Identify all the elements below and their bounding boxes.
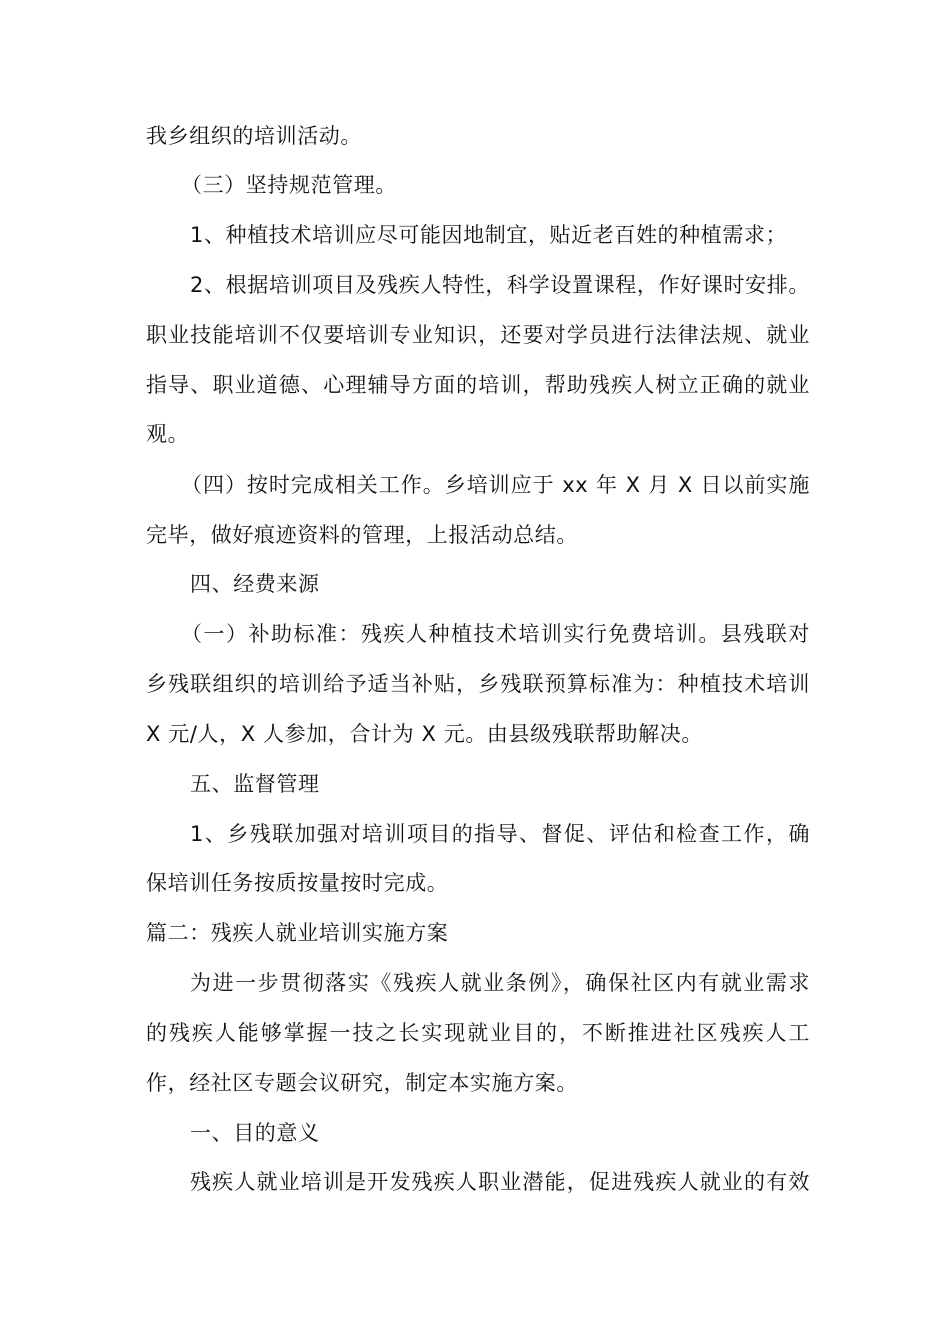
paragraph-line: 2、根据培训项目及残疾人特性，科学设置课程，作好课时安排。 <box>190 273 810 297</box>
paragraph-line: 为进一步贯彻落实《残疾人就业条例》，确保社区内有就业需求 <box>190 971 810 995</box>
paragraph-line: 1、乡残联加强对培训项目的指导、督促、评估和检查工作，确 <box>190 822 810 846</box>
paragraph-line: 观。 <box>146 422 190 446</box>
paragraph-line: 残疾人就业培训是开发残疾人职业潜能，促进残疾人就业的有效 <box>190 1170 810 1194</box>
section-heading: 五、监督管理 <box>190 772 320 796</box>
document-title: 篇二：残疾人就业培训实施方案 <box>146 921 449 945</box>
section-heading: （四）按时完成相关工作。乡培训应于 xx 年 X 月 X 日以前实施 <box>181 473 810 497</box>
paragraph-line: 指导、职业道德、心理辅导方面的培训，帮助残疾人树立正确的就业 <box>146 373 810 397</box>
paragraph-line: 保培训任务按质按量按时完成。 <box>146 871 449 895</box>
section-heading: 四、经费来源 <box>190 572 320 596</box>
paragraph-line: 完毕，做好痕迹资料的管理，上报活动总结。 <box>146 523 578 547</box>
section-heading: （三）坚持规范管理。 <box>181 173 397 197</box>
paragraph-line: 职业技能培训不仅要培训专业知识，还要对学员进行法律法规、就业 <box>146 323 810 347</box>
paragraph-line: 作，经社区专题会议研究，制定本实施方案。 <box>146 1071 578 1095</box>
paragraph-line: 1、种植技术培训应尽可能因地制宜，贴近老百姓的种植需求； <box>190 223 788 247</box>
paragraph-line: 的残疾人能够掌握一技之长实现就业目的，不断推进社区残疾人工 <box>146 1021 810 1045</box>
section-heading: 一、目的意义 <box>190 1121 320 1145</box>
section-heading: （一）补助标准：残疾人种植技术培训实行免费培训。县残联对 <box>181 622 810 646</box>
paragraph-line: 乡残联组织的培训给予适当补贴，乡残联预算标准为：种植技术培训 <box>146 672 810 696</box>
paragraph-line: 我乡组织的培训活动。 <box>146 124 362 148</box>
paragraph-line: X 元/人，X 人参加，合计为 X 元。由县级残联帮助解决。 <box>146 722 703 746</box>
